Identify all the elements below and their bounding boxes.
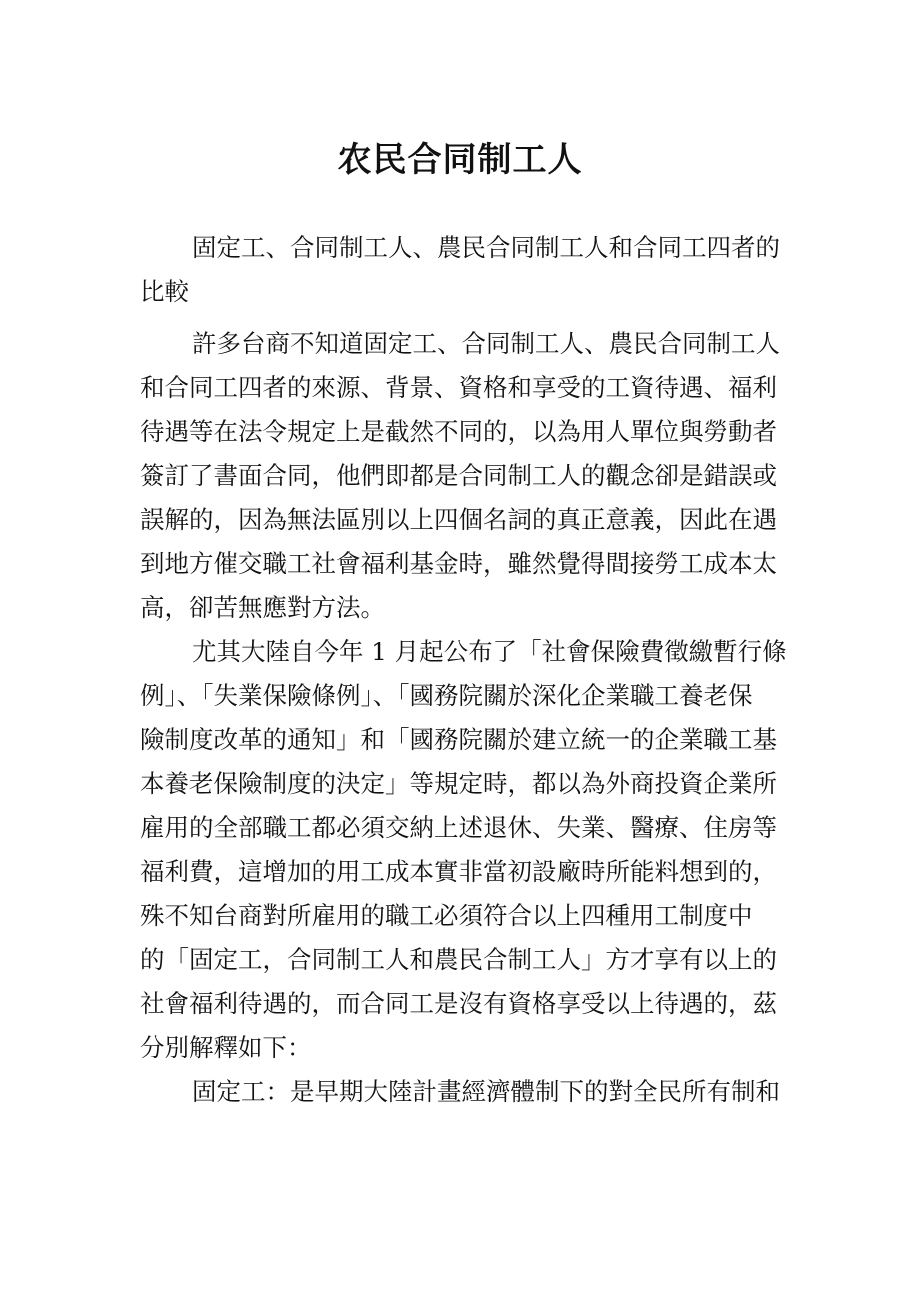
text-line: 的「固定工，合同制工人和農民合制工人」方才享有以上的 [140,945,777,974]
text-line: 待遇等在法令規定上是截然不同的，以為用人單位與勞動者 [140,417,777,446]
document-body [140,226,790,1114]
text-line: 殊不知台商對所雇用的職工必須符合以上四種用工制度中 [140,901,753,930]
text-line: 雇用的全部職工都必須交納上述退休、失業、醫療、住房等 [140,813,777,842]
text-line: 簽訂了書面合同，他們即都是合同制工人的觀念卻是錯誤或 [140,461,777,490]
text-line: 例」、「失業保險條例」、「國務院關於深化企業職工養老保 [140,681,753,710]
text-line: 福利費，這增加的用工成本實非當初設廠時所能料想到的， [140,857,777,886]
text-line: 固定工：是早期大陸計畫經濟體制下的對全民所有制和 [192,1077,780,1106]
text-line: 誤解的，因為無法區別以上四個名詞的真正意義，因此在遇 [140,505,777,534]
text-line: 本養老保險制度的決定」等規定時，都以為外商投資企業所 [140,769,777,798]
text-line: 許多台商不知道固定工、合同制工人、農民合同制工人 [192,329,780,358]
text-line: 高，卻苦無應對方法。 [140,593,385,622]
paragraph-fixed-worker [140,1070,790,1114]
paragraph-intro [140,322,790,630]
text-line: 社會福利待遇的，而合同工是沒有資格享受以上待遇的，茲 [140,989,777,1018]
text-line: 險制度改革的通知」和「國務院關於建立統一的企業職工基 [140,725,777,754]
text-line: 分別解釋如下： [140,1033,312,1062]
text-line: 固定工、合同制工人、農民合同制工人和合同工四者的 [192,233,780,262]
text-line: 到地方催交職工社會福利基金時，雖然覺得間接勞工成本太 [140,549,777,578]
paragraph-heading-comparison [140,226,790,314]
paragraph-regulations [140,630,790,1070]
text-line: 比較 [140,277,189,306]
text-line: 尤其大陸自今年 1 月起公布了「社會保險費徵繳暫行條 [192,637,787,666]
text-line: 和合同工四者的來源、背景、資格和享受的工資待遇、福利 [140,373,777,402]
document-title: 农民合同制工人 [337,139,583,180]
